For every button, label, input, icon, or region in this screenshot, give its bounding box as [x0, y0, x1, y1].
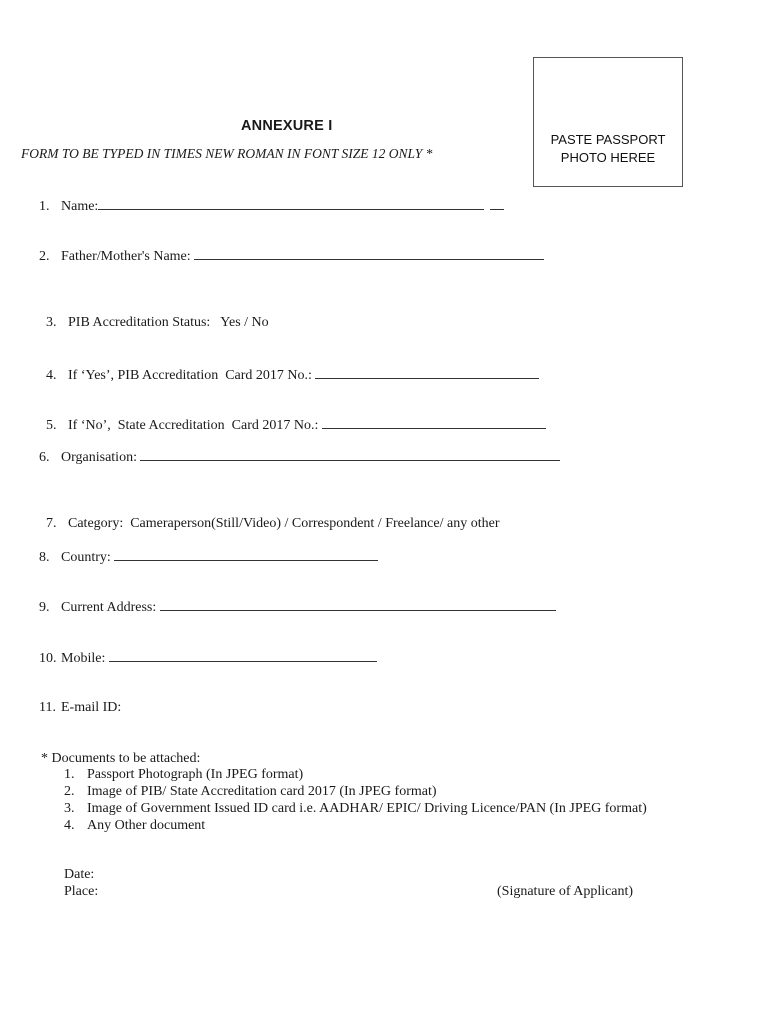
- document-text: Passport Photograph (In JPEG format): [87, 767, 304, 782]
- passport-photo-box: [533, 57, 683, 187]
- photo-box-line-2: PHOTO HEREE: [560, 150, 656, 165]
- field-number: 3.: [46, 315, 57, 330]
- field-number: 5.: [46, 418, 57, 433]
- documents-list: [64, 766, 674, 834]
- pib-card-fill-line: [315, 365, 539, 379]
- field-label: Name:: [61, 199, 99, 214]
- field-mobile: [39, 648, 377, 668]
- field-number: 4.: [46, 368, 57, 383]
- page-title: ANNEXURE I: [241, 118, 333, 134]
- field-label: Category: Cameraperson(Still/Video) / Correspondent / Freelance/ any other: [68, 516, 500, 531]
- document-number: 3.: [64, 801, 75, 816]
- documents-heading: * Documents to be attached:: [41, 751, 201, 766]
- field-email: [39, 699, 121, 717]
- field-number: 8.: [39, 550, 50, 565]
- document-item: [64, 800, 674, 817]
- field-number: 2.: [39, 249, 50, 264]
- field-pib-card-number: [39, 347, 539, 385]
- document-text: Image of PIB/ State Accreditation card 2017 (In JPEG format): [87, 784, 437, 799]
- field-label: Father/Mother's Name:: [61, 249, 191, 264]
- field-label: E-mail ID:: [61, 700, 122, 715]
- name-fill-line-end: [490, 196, 504, 210]
- mobile-fill-line: [109, 648, 377, 662]
- document-text: Image of Government Issued ID card i.e. AADHAR/ EPIC/ Driving Licence/PAN (In JPEG format): [87, 801, 647, 816]
- field-category: [39, 497, 499, 533]
- photo-box-text: [534, 131, 682, 167]
- field-number: 1.: [39, 199, 50, 214]
- photo-box-line-1: PASTE PASSPORT: [550, 132, 666, 147]
- field-label: PIB Accreditation Status: Yes / No: [68, 315, 269, 330]
- document-number: 1.: [64, 767, 75, 782]
- field-number: 6.: [39, 450, 50, 465]
- field-current-address: [39, 597, 556, 617]
- parent-name-fill-line: [194, 246, 544, 260]
- field-parent-name: [39, 246, 544, 266]
- field-name: [39, 196, 504, 216]
- document-item: [64, 783, 674, 800]
- field-label: If ‘Yes’, PIB Accreditation Card 2017 No.:: [68, 368, 312, 383]
- name-fill-line: [98, 196, 484, 210]
- date-label: Date:: [64, 867, 95, 882]
- document-item: [64, 766, 674, 783]
- document-number: 2.: [64, 784, 75, 799]
- document-number: 4.: [64, 818, 75, 833]
- form-instruction: FORM TO BE TYPED IN TIMES NEW ROMAN IN FONT SIZE 12 ONLY *: [21, 146, 433, 161]
- field-state-card-number: [39, 397, 546, 435]
- field-accreditation-status: [39, 296, 269, 332]
- field-number: 10.: [39, 651, 57, 666]
- field-number: 9.: [39, 600, 50, 615]
- place-label: Place:: [64, 884, 99, 899]
- document-item: [64, 817, 674, 834]
- signature-label: (Signature of Applicant): [497, 884, 634, 899]
- field-organisation: [39, 447, 560, 467]
- field-label: Country:: [61, 550, 111, 565]
- field-number: 11.: [39, 700, 56, 715]
- field-label: Mobile:: [61, 651, 106, 666]
- field-country: [39, 547, 378, 567]
- field-label: If ‘No’, State Accreditation Card 2017 No.:: [68, 418, 319, 433]
- state-card-fill-line: [322, 415, 546, 429]
- field-label: Organisation:: [61, 450, 137, 465]
- field-number: 7.: [46, 516, 57, 531]
- country-fill-line: [114, 547, 378, 561]
- address-fill-line: [160, 597, 556, 611]
- field-label: Current Address:: [61, 600, 157, 615]
- document-text: Any Other document: [87, 818, 206, 833]
- organisation-fill-line: [140, 447, 560, 461]
